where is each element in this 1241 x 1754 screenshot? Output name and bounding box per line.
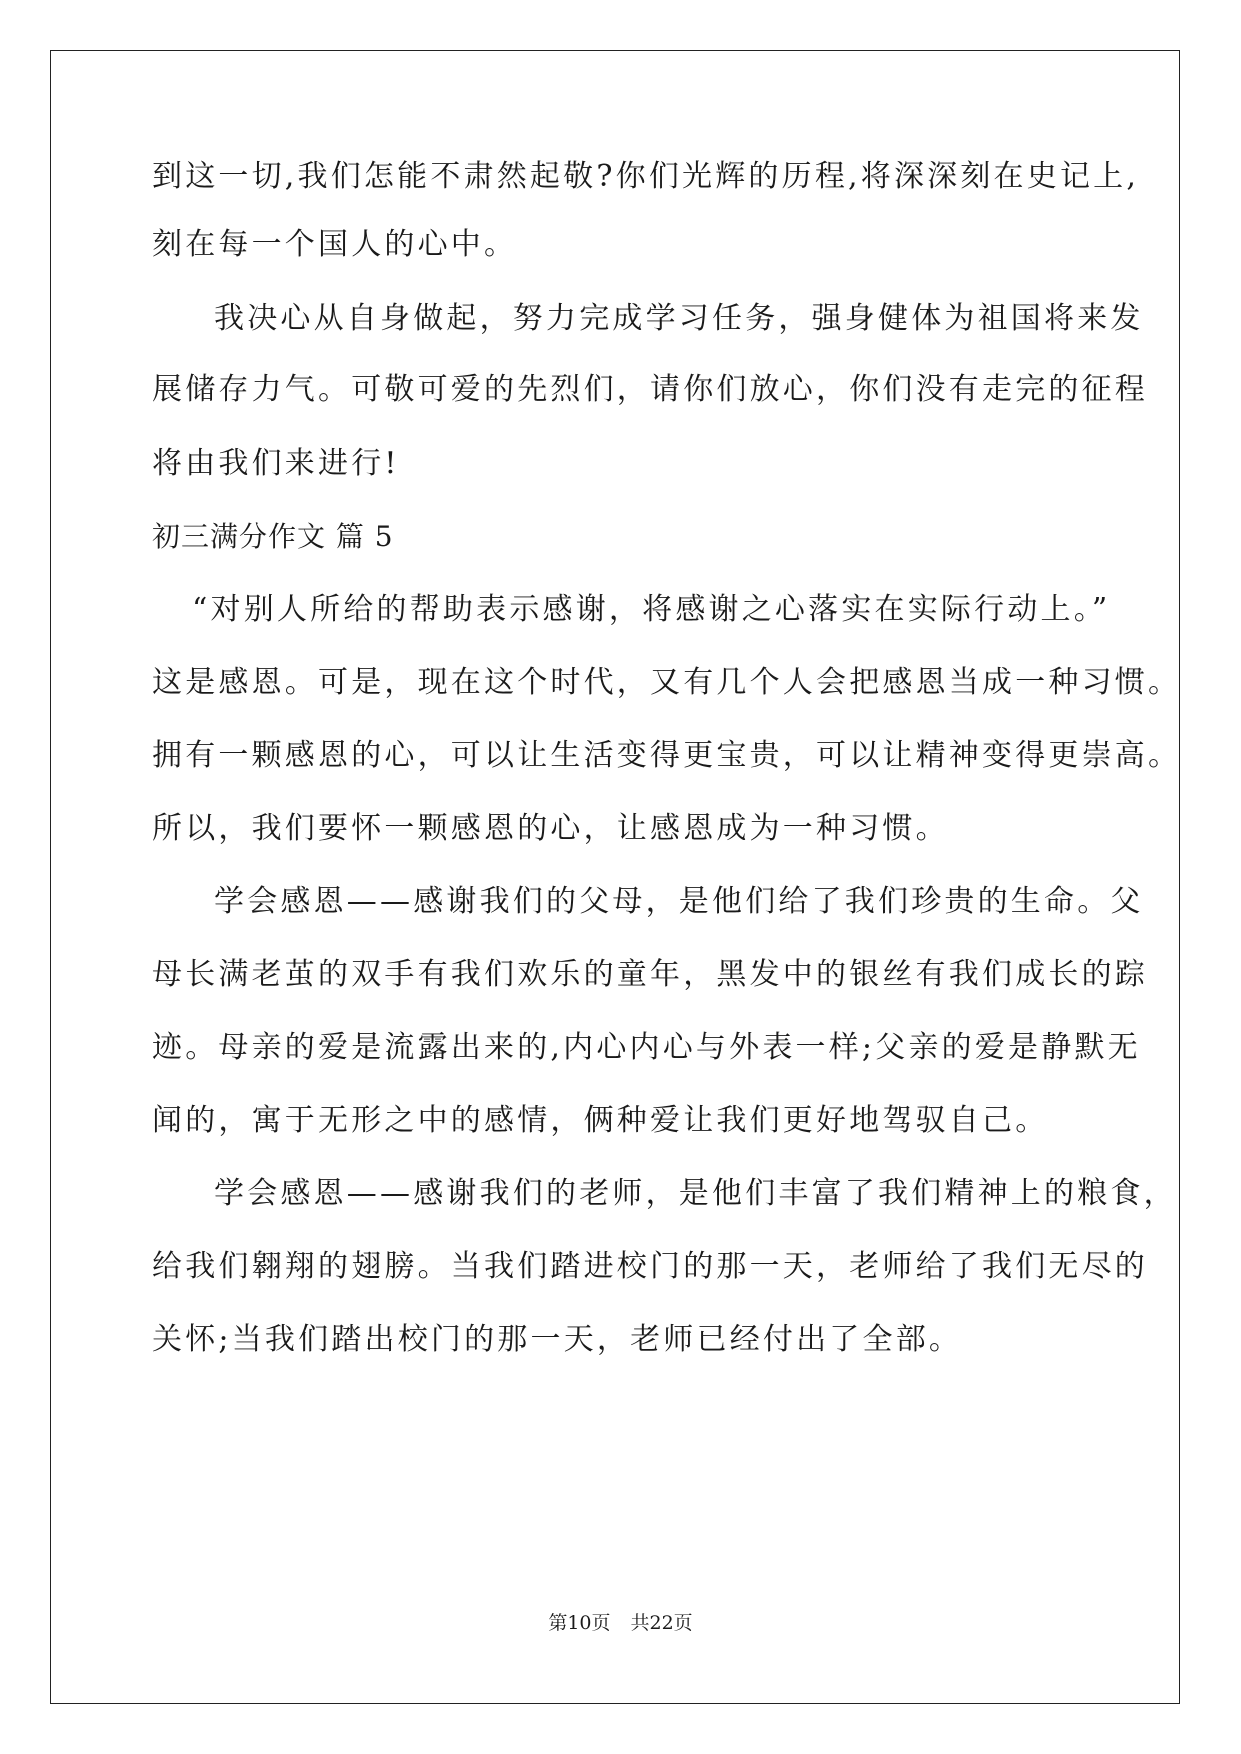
paragraph-line: 所以，我们要怀一颗感恩的心，让感恩成为一种习惯。 (152, 811, 949, 846)
paragraph-line: 将由我们来进行! (152, 446, 400, 481)
paragraph-line: 闻的，寓于无形之中的感情，俩种爱让我们更好地驾驭自己。 (152, 1103, 1049, 1138)
paragraph-line: 迹。母亲的爱是流露出来的,内心内心与外表一样;父亲的爱是静默无 (152, 1030, 1141, 1065)
paragraph-line: 拥有一颗感恩的心，可以让生活变得更宝贵，可以让精神变得更崇高。 (152, 738, 1182, 773)
paragraph-line: 这是感恩。可是，现在这个时代，又有几个人会把感恩当成一种习惯。 (152, 665, 1182, 700)
paragraph-line: 给我们翱翔的翅膀。当我们踏进校门的那一天，老师给了我们无尽的 (152, 1249, 1148, 1284)
paragraph-line: 到这一切,我们怎能不肃然起敬?你们光辉的历程,将深深刻在史记上, (152, 159, 1140, 194)
paragraph-line: 展储存力气。可敬可爱的先烈们，请你们放心，你们没有走完的征程 (152, 372, 1148, 407)
paragraph-line: 学会感恩——感谢我们的老师，是他们丰富了我们精神上的粮食， (214, 1176, 1177, 1211)
paragraph-line: 刻在每一个国人的心中。 (152, 227, 518, 262)
paragraph-line: 关怀;当我们踏出校门的那一天，老师已经付出了全部。 (152, 1322, 963, 1357)
paragraph-line: 我决心从自身做起，努力完成学习任务，强身健体为祖国将来发 (214, 301, 1144, 336)
paragraph-line: 母长满老茧的双手有我们欢乐的童年，黑发中的银丝有我们成长的踪 (152, 957, 1148, 992)
paragraph-line: “对别人所给的帮助表示感谢，将感谢之心落实在实际行动上。” (192, 592, 1111, 627)
total-pages-label: 共22页 (630, 1612, 693, 1634)
page-footer (0, 1611, 1241, 1635)
current-page-label: 第10页 (548, 1612, 611, 1634)
section-heading: 初三满分作文 篇 5 (152, 520, 394, 553)
paragraph-line: 学会感恩——感谢我们的父母，是他们给了我们珍贵的生命。父 (214, 884, 1144, 919)
